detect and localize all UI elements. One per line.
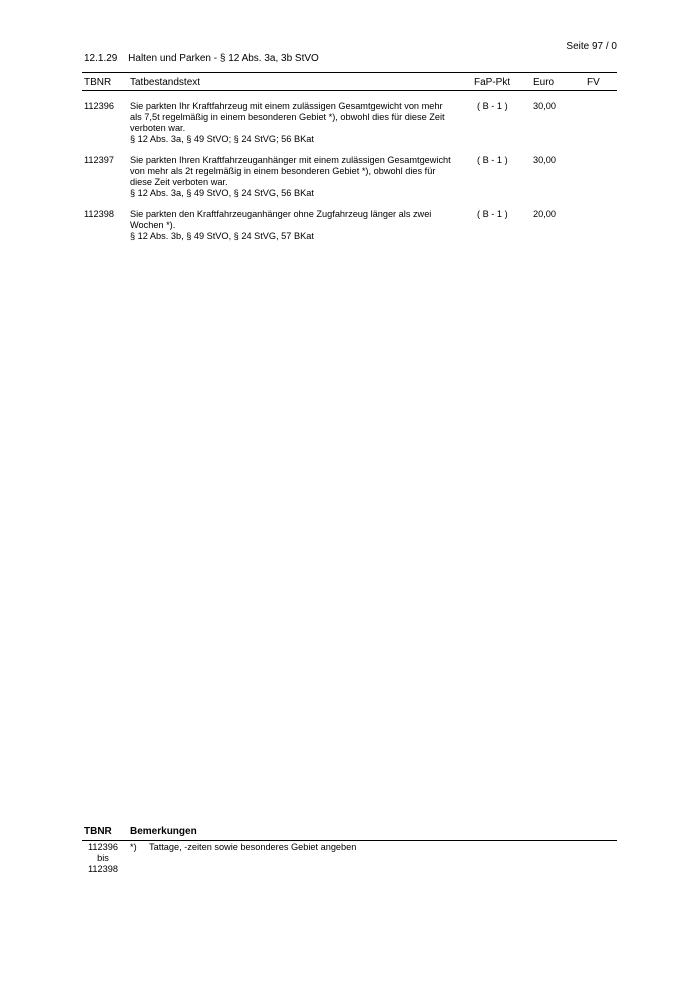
row-fap: ( B - 1 )	[477, 155, 508, 165]
row-fap: ( B - 1 )	[477, 101, 508, 111]
section-heading: Halten und Parken - § 12 Abs. 3a, 3b StVO	[128, 53, 319, 64]
table-header-rule-bottom	[82, 90, 617, 91]
row-text-line: verboten war.	[130, 123, 186, 133]
remarks-range-to: 112398	[88, 864, 118, 874]
remarks-text: Tattage, -zeiten sowie besonderes Gebiet angeben	[149, 842, 357, 852]
header-fap: FaP-Pkt	[474, 77, 511, 88]
header-text: Tatbestandstext	[130, 77, 201, 88]
page-number: Seite 97 / 0	[566, 41, 617, 52]
table-header-rule-top	[82, 72, 617, 73]
remarks-header-tbnr: TBNR	[84, 826, 112, 837]
row-text-line: Sie parkten Ihren Kraftfahrzeuganhänger mit einem zulässigen Gesamtgewicht	[130, 155, 451, 165]
row-text-line: diese Zeit verboten war.	[130, 177, 228, 187]
header-fv: FV	[587, 77, 600, 88]
row-text-line: Sie parkten Ihr Kraftfahrzeug mit einem zulässigen Gesamtgewicht von mehr	[130, 101, 443, 111]
row-euro: 30,00	[533, 155, 556, 165]
row-text	[130, 209, 465, 242]
header-tbnr: TBNR	[84, 77, 112, 88]
section-title	[84, 53, 319, 64]
row-text-line: § 12 Abs. 3a, § 49 StVO; § 24 StVG; 56 BKat	[130, 134, 314, 144]
row-euro: 30,00	[533, 101, 556, 111]
row-tbnr: 112396	[84, 101, 114, 111]
row-text	[130, 101, 465, 145]
row-euro: 20,00	[533, 209, 556, 219]
remarks-range-sep: bis	[97, 853, 109, 863]
section-number: 12.1.29	[84, 53, 118, 64]
remarks-header-text: Bemerkungen	[130, 826, 197, 837]
row-text-line: als 7,5t regelmäßig in einem besonderen Gebiet *), obwohl dies für diese Zeit	[130, 112, 445, 122]
remarks-marker: *)	[130, 842, 137, 852]
row-text-line: Sie parkten den Kraftfahrzeuganhänger ohne Zugfahrzeug länger als zwei	[130, 209, 432, 219]
remarks-range	[84, 842, 122, 875]
row-tbnr: 112398	[84, 209, 114, 219]
remarks-range-from: 112396	[88, 842, 118, 852]
row-tbnr: 112397	[84, 155, 114, 165]
row-text-line: von mehr als 2t regelmäßig in einem besonderen Gebiet *), obwohl dies für	[130, 166, 436, 176]
row-text	[130, 155, 465, 199]
header-euro: Euro	[533, 77, 555, 88]
remarks-rule	[82, 840, 617, 841]
row-text-line: § 12 Abs. 3b, § 49 StVO, § 24 StVG, 57 BKat	[130, 231, 314, 241]
row-text-line: Wochen *).	[130, 220, 176, 230]
row-fap: ( B - 1 )	[477, 209, 508, 219]
row-text-line: § 12 Abs. 3a, § 49 StVO, § 24 StVG, 56 BKat	[130, 188, 314, 198]
